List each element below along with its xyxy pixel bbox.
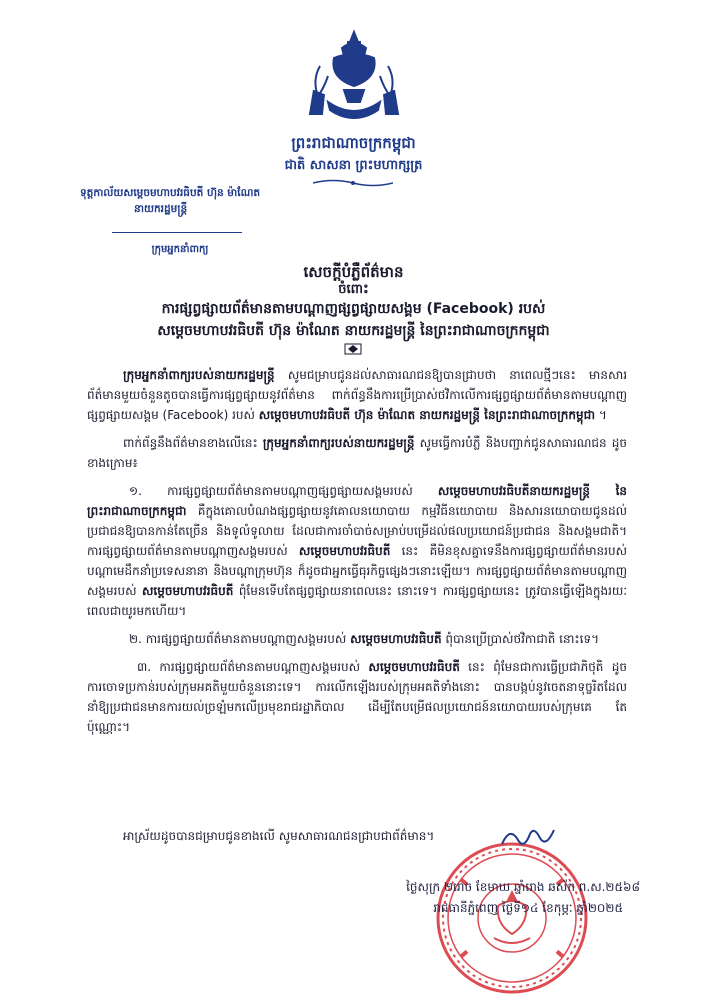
text: ២. ការផ្សព្វផ្សាយព័ត៌មានតាមបណ្ដាញសង្គមរបស់	[129, 632, 351, 646]
title-preposition: ចំពោះ	[338, 282, 369, 297]
document-body	[87, 365, 627, 745]
national-motto: ជាតិ សាសនា ព្រះមហាក្សត្រ	[284, 158, 423, 173]
text-bold: សម្ដេចមហាបវរធិបតី	[350, 632, 442, 646]
handwritten-signature	[498, 822, 558, 852]
text: ពុំបានប្រើប្រាស់ថវិកាជាតិ នោះទេ។	[441, 632, 600, 646]
paragraph-intro	[87, 365, 627, 425]
text: ពុំមែនទើបតែផ្សព្វផ្សាយនាពេលនេះ នោះទេ។ ការផ្សព្វផ្សាយនេះ ត្រូវបានធ្វើឡើងក្នុងរយៈពេលជាយូរមកហើយ។	[87, 584, 628, 618]
spokesperson-unit: ក្រុមអ្នកនាំពាក្យ	[151, 244, 209, 255]
text-bold: សម្ដេចមហាបវរធិបតី	[141, 584, 234, 598]
text-bold: ក្រុមអ្នកនាំពាក្យរបស់នាយករដ្ឋមន្ត្រី	[123, 368, 275, 382]
issuing-office	[80, 185, 310, 217]
lunar-date: ថ្ងៃសុក្រ ២រោច ខែមាឃ ឆ្នាំរោង ឆស័ក ព.ស.២៥៦៨	[406, 880, 640, 894]
document-title: សេចក្ដីបំភ្លឺព័ត៌មាន	[303, 263, 404, 281]
text-bold: សម្ដេចមហាបវរធិបតី	[298, 544, 391, 558]
text-bold: សម្ដេចមហាបវរធិបតីនាយករដ្ឋមន្ត្រី នៃព្រះរាជាណាចក្រកម្ពុជា	[87, 484, 627, 518]
text: នេះ គឺមិនខុសគ្នាទេនឹងការផ្សព្វផ្សាយព័ត៌មានរបស់បណ្ដាមេដឹកនាំប្រទេសនានា និងបណ្ដាក្រុមហ៊ុន ក៏ដូចជាអ្នកធ្វើធុរកិច្ចផ្សេងៗនោះឡើយ។ ការផ្សព្វផ្សាយព័ត៌មានតាមបណ្ដាញសង្គមរបស់	[87, 544, 627, 598]
office-name: ទុត្តកាល័យសម្ដេចមហាបវរធិបតី ហ៊ុន ម៉ាណែត	[80, 187, 261, 199]
text: ១. ការផ្សព្វផ្សាយព័ត៌មានតាមបណ្ដាញផ្សព្វផ្សាយសង្គមរបស់	[129, 484, 438, 498]
text: នេះ ពុំមែនជាការធ្វើប្រជាភិថុតិ ដូចការចោទប្រកាន់របស់ក្រុមអគតិមួយចំនួននោះទេ។ ការលើកឡើងរបស់ក្រុមអគតិទាំងនោះ បានបង្កប់នូវចេតនាទុច្ចរិតដែលនាំឱ្យប្រជាជនមានការយល់ច្រឡំមកលើប្រមុខរាជរដ្ឋាភិបាល ដើម្បីតែបម្រើផលប្រយោជន៍នយោបាយរបស់ក្រុមគេ តែប៉ុណ្ណោះ។	[87, 660, 628, 734]
official-seal-stamp	[432, 838, 592, 998]
ornament-icon	[313, 178, 393, 188]
text: ៣. ការផ្សព្វផ្សាយព័ត៌មានតាមបណ្ដាញសង្គមរបស់	[137, 660, 369, 674]
solar-date-place: រាជធានីភ្នំពេញ ថ្ងៃទី១៤ ខែកុម្ភៈ ឆ្នាំ២០២៥	[433, 901, 623, 915]
closing-statement: អាស្រ័យដូចបានជម្រាបជូនខាងលើ សូមសាធារណជនជ្រាបជាព័ត៌មាន។	[123, 829, 435, 843]
text: សូមធ្វើការបំភ្លឺ និងបញ្ជាក់ជូនសាធារណជន ដូចខាងក្រោម៖	[87, 436, 627, 470]
text: គឺក្នុងគោលបំណងផ្សព្វផ្សាយនូវគោលនយោបាយ កម្មវិធីនយោបាយ និងសារនយោបាយជូនដល់ប្រជាជនឱ្យបានកាន់តែច្រើន និងទូលំទូលាយ ដែលជាការចាំបាច់សម្រាប់បម្រើដល់ផលប្រយោជន៍ប្រជាជន និងសង្គមជាតិ។ ការផ្សព្វផ្សាយព័ត៌មានតាមបណ្ដាញសង្គមរបស់	[87, 504, 627, 558]
paragraph-point-1	[87, 481, 627, 621]
text: ពាក់ព័ន្ធនឹងព័ត៌មានខាងលើនេះ	[123, 436, 263, 450]
office-title: នាយករដ្ឋមន្ត្រី	[134, 203, 188, 215]
paragraph-response	[87, 433, 627, 473]
paragraph-point-2	[87, 629, 627, 649]
text-bold: សម្ដេចមហាបវរធិបតី	[368, 660, 460, 674]
text-bold: សម្ដេចមហាបវរធិបតី ហ៊ុន ម៉ាណែត នាយករដ្ឋមន្ត្រី នៃព្រះរាជាណាចក្រកម្ពុជា	[258, 408, 595, 422]
paragraph-point-3	[87, 657, 627, 737]
divider-ornament-icon	[344, 343, 362, 355]
divider	[112, 232, 242, 233]
text: ។	[595, 408, 607, 422]
text-bold: ក្រុមអ្នកនាំពាក្យរបស់នាយករដ្ឋមន្ត្រី	[262, 436, 415, 450]
kingdom-heading: ព្រះរាជាណាចក្រកម្ពុជា	[291, 134, 416, 152]
subject-line-1: ការផ្សព្វផ្សាយព័ត៌មានតាមបណ្ដាញផ្សព្វផ្សាយសង្គម (Facebook) របស់	[161, 301, 546, 317]
text: សូមជម្រាបជូនដល់សាធារណជនឱ្យបានជ្រាបថា នាពេលថ្មីៗនេះ មានសារព័ត៌មានមួយចំនួនតូចបានធ្វើការផ្សព្វផ្សាយនូវព័ត៌មាន ពាក់ព័ន្ធនឹងការប្រើប្រាស់ថវិកាលើការផ្សព្វផ្សាយព័ត៌មានតាមបណ្ដាញផ្សព្វផ្សាយសង្គម (Facebook) របស់	[87, 368, 627, 422]
subject-line-2: សម្ដេចមហាបវរធិបតី ហ៊ុន ម៉ាណែត នាយករដ្ឋមន្ត្រី នៃព្រះរាជាណាចក្រកម្ពុជា	[157, 323, 550, 339]
royal-coat-of-arms-emblem	[298, 28, 410, 128]
